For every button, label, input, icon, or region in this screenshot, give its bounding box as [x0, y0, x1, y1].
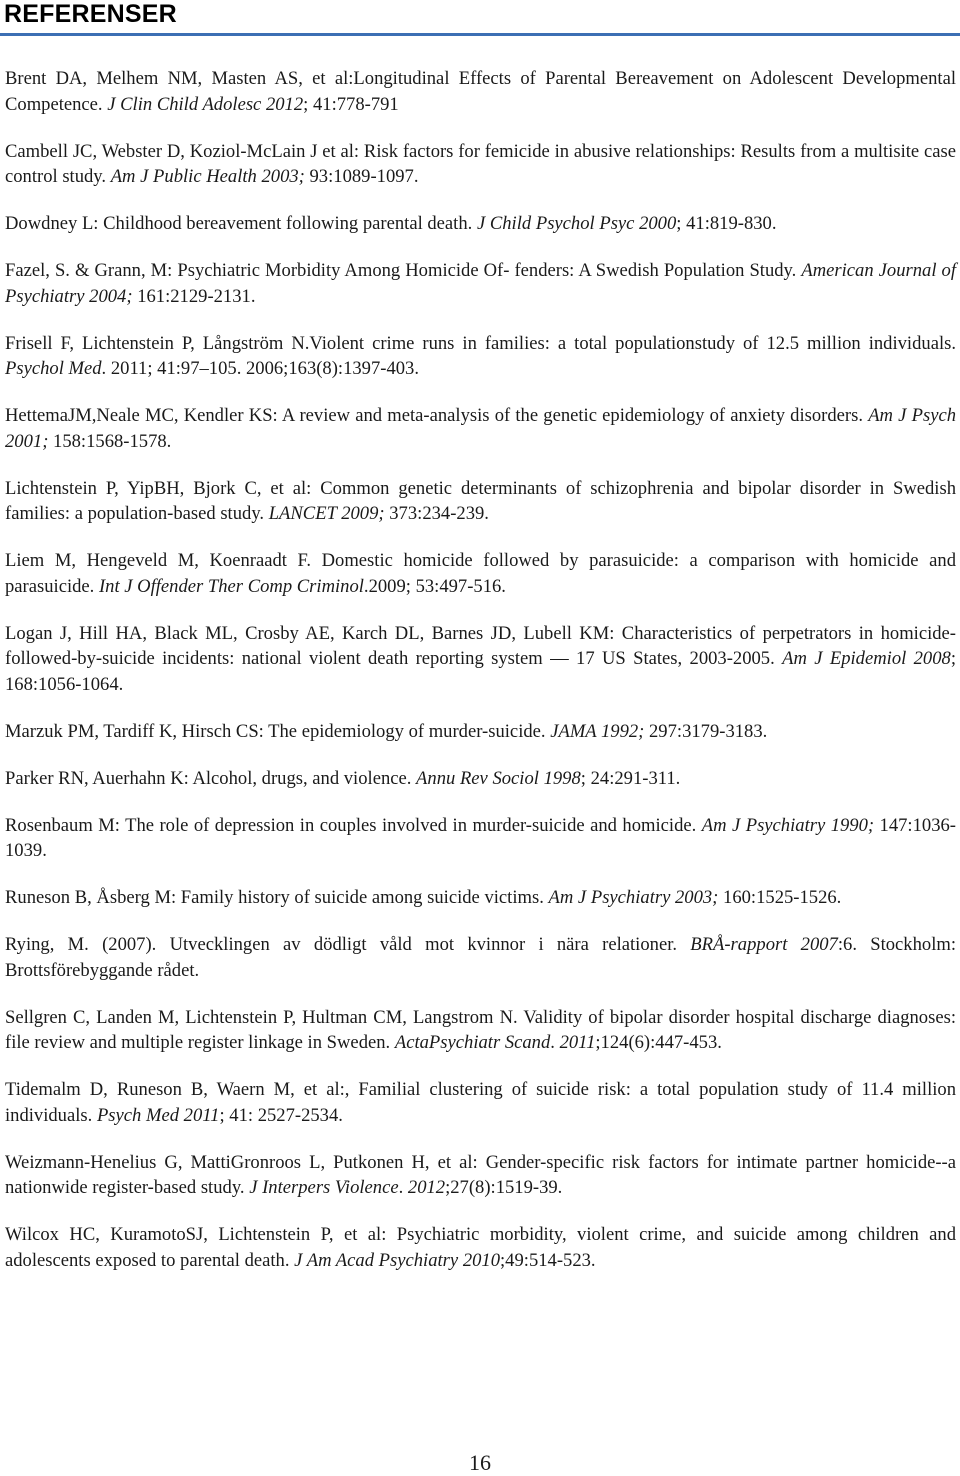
- reference-text: . 2011; 41:97–105. 2006;163(8):1397-403.: [101, 358, 420, 379]
- reference-item: [5, 476, 956, 527]
- reference-text: ;49:514-523.: [500, 1249, 596, 1271]
- reference-text: Frisell F, Lichtenstein P, Långström N.Violent crime runs in families: a total populationstudy of 12.5 million individuals.: [5, 332, 956, 354]
- reference-item: [5, 139, 956, 190]
- reference-text: ; 24:291-311.: [580, 767, 681, 789]
- reference-journal: Am J Psychiatry 2003;: [548, 887, 719, 908]
- reference-item: [5, 403, 956, 454]
- reference-item: [5, 331, 956, 382]
- reference-journal: Am J Psychiatry 1990;: [701, 814, 875, 836]
- reference-item: [5, 766, 956, 792]
- reference-text: ; 41:819-830.: [676, 213, 777, 234]
- reference-text: 147:1036-1039.: [5, 814, 956, 861]
- reference-text: ; 168:1056-1064.: [5, 648, 956, 695]
- reference-text: Wilcox HC, KuramotoSJ, Lichtenstein P, et al: Psychiatric morbidity, violent crime, and suicide among children and adolescents exposed to parental death.: [5, 1224, 956, 1271]
- reference-journal: J Interpers Violence: [249, 1177, 399, 1198]
- reference-text: Rying, M. (2007). Utvecklingen av dödligt våld mot kvinnor i nära relationer.: [5, 934, 691, 955]
- reference-list: [5, 66, 956, 1295]
- reference-journal: 2011: [559, 1032, 596, 1053]
- reference-text: ; 41:778-791: [303, 93, 399, 115]
- reference-item: [5, 1077, 956, 1128]
- reference-text: Runeson B, Åsberg M: Family history of suicide among suicide victims.: [5, 887, 549, 908]
- reference-text: ;27(8):1519-39.: [445, 1177, 563, 1198]
- reference-text: .: [550, 1032, 560, 1053]
- reference-journal: Am J Psych 2001;: [5, 405, 956, 452]
- reference-text: Rosenbaum M: The role of depression in couples involved in murder-suicide and homicide.: [5, 814, 702, 836]
- reference-item: [5, 885, 956, 911]
- reference-item: [5, 211, 956, 237]
- reference-text: Dowdney L: Childhood bereavement following parental death.: [5, 213, 477, 234]
- reference-text: 158:1568-1578.: [48, 430, 172, 452]
- reference-journal: American Journal of Psychiatry 2004;: [5, 260, 957, 307]
- reference-text: Sellgren C, Landen M, Lichtenstein P, Hultman CM, Langstrom N. Validity of bipolar disorder hospital discharge diagnoses: file review and multiple register linkage in Sweden.: [5, 1006, 956, 1053]
- reference-journal: ActaPsychiatr Scand: [394, 1032, 551, 1053]
- reference-journal: Psychol Med: [5, 358, 102, 379]
- reference-text: .: [398, 1177, 408, 1198]
- reference-text: Tidemalm D, Runeson B, Waern M, et al:, Familial clustering of suicide risk: a total population study of 11.4 million individuals.: [5, 1079, 956, 1126]
- reference-text: 297:3179-3183.: [644, 720, 768, 742]
- reference-journal: Am J Public Health 2003;: [110, 166, 305, 187]
- reference-journal: BRÅ-rapport 2007: [690, 934, 838, 955]
- reference-journal: Int J Offender Ther Comp Criminol: [98, 575, 364, 597]
- reference-journal: Am J Epidemiol 2008: [782, 648, 951, 669]
- reference-text: 373:234-239.: [384, 503, 489, 524]
- reference-item: [5, 1222, 956, 1273]
- page-number: 16: [469, 1450, 491, 1475]
- reference-item: [5, 66, 956, 117]
- reference-text: Weizmann-Henelius G, MattiGronroos L, Putkonen H, et al: Gender-specific risk factors for intimate partner homicide--a nationwide register-based study.: [5, 1151, 956, 1198]
- reference-text: 161:2129-2131.: [132, 285, 256, 307]
- reference-text: Liem M, Hengeveld M, Koenraadt F. Domestic homicide followed by parasuicide: a comparison with homicide and parasuicide.: [5, 550, 956, 597]
- section-heading: REFERENSER: [4, 0, 177, 28]
- heading-underline: [0, 33, 960, 36]
- reference-text: Lichtenstein P, YipBH, Bjork C, et al: Common genetic determinants of schizophrenia and bipolar disorder in Swedish families: a population-based study.: [5, 477, 956, 524]
- reference-journal: JAMA 1992;: [550, 720, 645, 742]
- reference-text: ;124(6):447-453.: [595, 1032, 722, 1053]
- reference-text: Cambell JC, Webster D, Koziol-McLain J et al: Risk factors for femicide in abusive relationships: Results from a multisite case control study.: [5, 140, 956, 187]
- reference-text: Marzuk PM, Tardiff K, Hirsch CS: The epidemiology of murder-suicide.: [5, 720, 551, 742]
- reference-journal: J Am Acad Psychiatry 2010: [294, 1249, 501, 1271]
- reference-item: [5, 258, 956, 309]
- reference-journal: J Clin Child Adolesc 2012: [107, 93, 304, 115]
- reference-item: [5, 1150, 956, 1201]
- reference-journal: 2012: [407, 1177, 446, 1198]
- reference-journal: Psych Med 2011: [96, 1104, 220, 1126]
- reference-journal: Annu Rev Sociol 1998: [416, 767, 581, 789]
- reference-journal: LANCET 2009;: [268, 503, 385, 524]
- reference-item: [5, 621, 956, 698]
- reference-text: Logan J, Hill HA, Black ML, Crosby AE, Karch DL, Barnes JD, Lubell KM: Characteristics of perpetrators in homicide-followed-by-suicide incidents: national violent death reporting system — 17 US States, 2003-2005.: [5, 622, 956, 669]
- reference-item: [5, 548, 956, 599]
- reference-item: [5, 932, 956, 983]
- reference-text: 160:1525-1526.: [718, 887, 842, 908]
- reference-text: :6. Stockholm: Brottsförebyggande rådet.: [5, 934, 956, 981]
- reference-text: Fazel, S. & Grann, M: Psychiatric Morbidity Among Homicide Of- fenders: A Swedish Population Study.: [5, 260, 802, 281]
- reference-text: .2009; 53:497-516.: [363, 575, 506, 597]
- reference-text: 93:1089-1097.: [304, 166, 419, 187]
- reference-text: Parker RN, Auerhahn K: Alcohol, drugs, and violence.: [5, 767, 417, 789]
- reference-text: Brent DA, Melhem NM, Masten AS, et al:Longitudinal Effects of Parental Bereavement on Adolescent Developmental Competence.: [5, 68, 956, 115]
- reference-journal: J Child Psychol Psyc 2000: [476, 213, 677, 234]
- reference-item: [5, 719, 956, 745]
- reference-text: HettemaJM,Neale MC, Kendler KS: A review and meta-analysis of the genetic epidemiology of anxiety disorders.: [5, 405, 869, 426]
- reference-text: ; 41: 2527-2534.: [219, 1104, 343, 1126]
- reference-item: [5, 813, 956, 864]
- reference-item: [5, 1005, 956, 1056]
